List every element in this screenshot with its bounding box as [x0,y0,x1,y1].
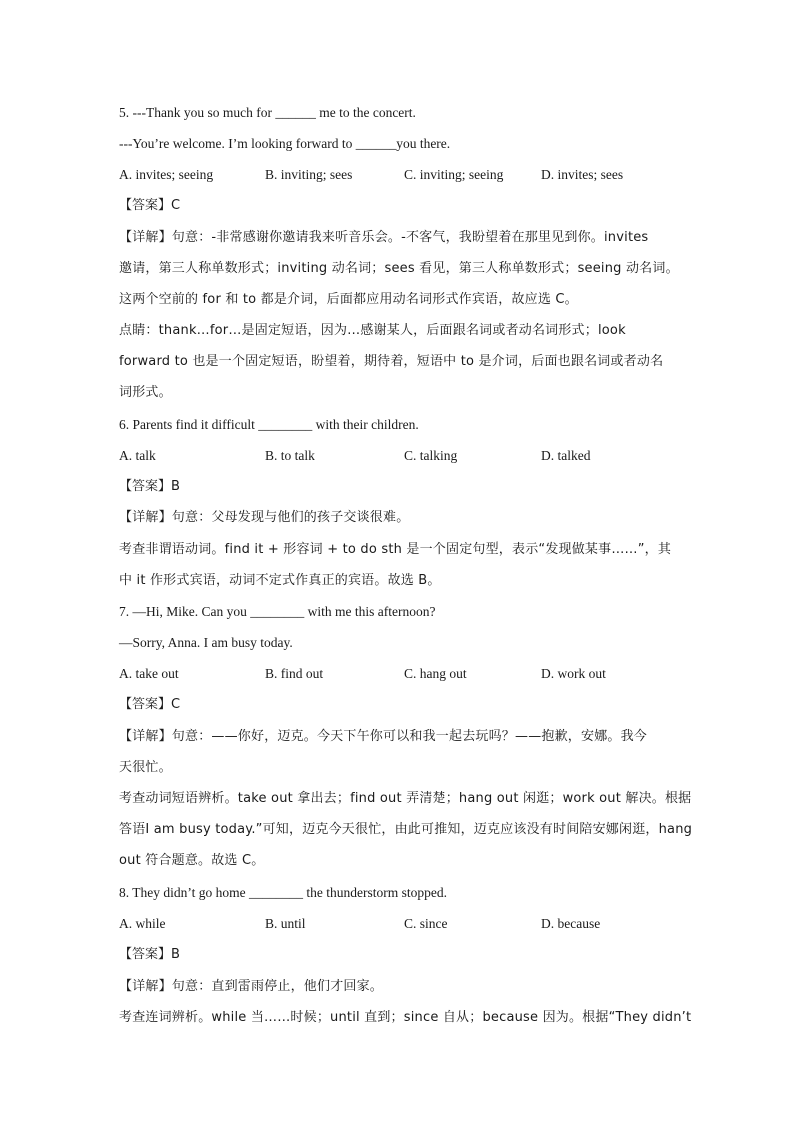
q8-option-c: C. since [404,916,448,931]
q8-explain-line-2: 考查连词辨析。while 当……时候；until 直到；since 自从；because 因为。根据“They didn’t [119,1010,692,1025]
q5-tip-line-2: forward to 也是一个固定短语，盼望着，期待着，短语中 to 是介词，后面也跟名词或者动名 [119,354,664,369]
q7-explain-line-2: 天很忙。 [119,760,172,775]
q5-answer: 【答案】C [119,198,181,213]
q5-tip-line-1: 点睛：thank…for…是固定短语，因为…感谢某人，后面跟名词或者动名词形式；look [119,323,626,338]
q5-stem-reply: ---You’re welcome. I’m looking forward to ______you there. [119,136,451,151]
q7-explain-line-1: 【详解】句意：——你好，迈克。今天下午你可以和我一起去玩吗？——抱歉，安娜。我今 [119,729,648,744]
q5-option-a: A. invites; seeing [119,167,214,182]
q7-answer: 【答案】C [119,697,181,712]
q7-option-d: D. work out [541,666,606,681]
q8-option-b: B. until [265,916,306,931]
q6-option-c: C. talking [404,448,458,463]
q8-option-a: A. while [119,916,166,931]
q5-explain-line-1: 【详解】句意：-非常感谢你邀请我来听音乐会。-不客气，我盼望着在那里见到你。invites [119,230,649,245]
q6-explain-line-3: 中 it 作形式宾语，动词不定式作真正的宾语。故选 B。 [119,573,441,588]
q5-option-d: D. invites; sees [541,167,624,182]
q6-stem: 6. Parents find it difficult ________ with their children. [119,417,419,432]
q7-explain-line-3: 考查动词短语辨析。take out 拿出去；find out 弄清楚；hang out 闲逛；work out 解决。根据 [119,791,692,806]
q7-option-b: B. find out [265,666,324,681]
q6-explain-line-1: 【详解】句意：父母发现与他们的孩子交谈很难。 [119,510,410,525]
q7-stem-reply: —Sorry, Anna. I am busy today. [119,635,293,650]
q6-option-b: B. to talk [265,448,315,463]
q5-explain-line-2: 邀请，第三人称单数形式；inviting 动名词；sees 看见，第三人称单数形式；seeing 动名词。 [119,261,679,276]
q8-explain-line-1: 【详解】句意：直到雷雨停止，他们才回家。 [119,979,384,994]
q8-option-d: D. because [541,916,601,931]
q8-answer: 【答案】B [119,947,180,962]
q5-option-b: B. inviting; sees [265,167,353,182]
q7-option-c: C. hang out [404,666,467,681]
q7-stem: 7. —Hi, Mike. Can you ________ with me this afternoon? [119,604,436,619]
q5-option-c: C. inviting; seeing [404,167,504,182]
q6-option-d: D. talked [541,448,591,463]
q6-explain-line-2: 考查非谓语动词。find it + 形容词 + to do sth 是一个固定句型，表示“发现做某事……”，其 [119,542,672,557]
q7-option-a: A. take out [119,666,179,681]
q5-explain-line-3: 这两个空前的 for 和 to 都是介词，后面都应用动名词形式作宾语，故应选 C。 [119,292,578,307]
q8-stem: 8. They didn’t go home ________ the thunderstorm stopped. [119,885,447,900]
q5-tip-line-3: 词形式。 [119,385,172,400]
q5-stem: 5. ---Thank you so much for ______ me to the concert. [119,105,416,120]
q7-explain-line-5: out 符合题意。故选 C。 [119,853,265,868]
q6-option-a: A. talk [119,448,156,463]
q6-answer: 【答案】B [119,479,180,494]
q7-explain-line-4: 答语I am busy today.”可知，迈克今天很忙，由此可推知，迈克应该没有时间陪安娜闲逛，hang [119,822,693,837]
